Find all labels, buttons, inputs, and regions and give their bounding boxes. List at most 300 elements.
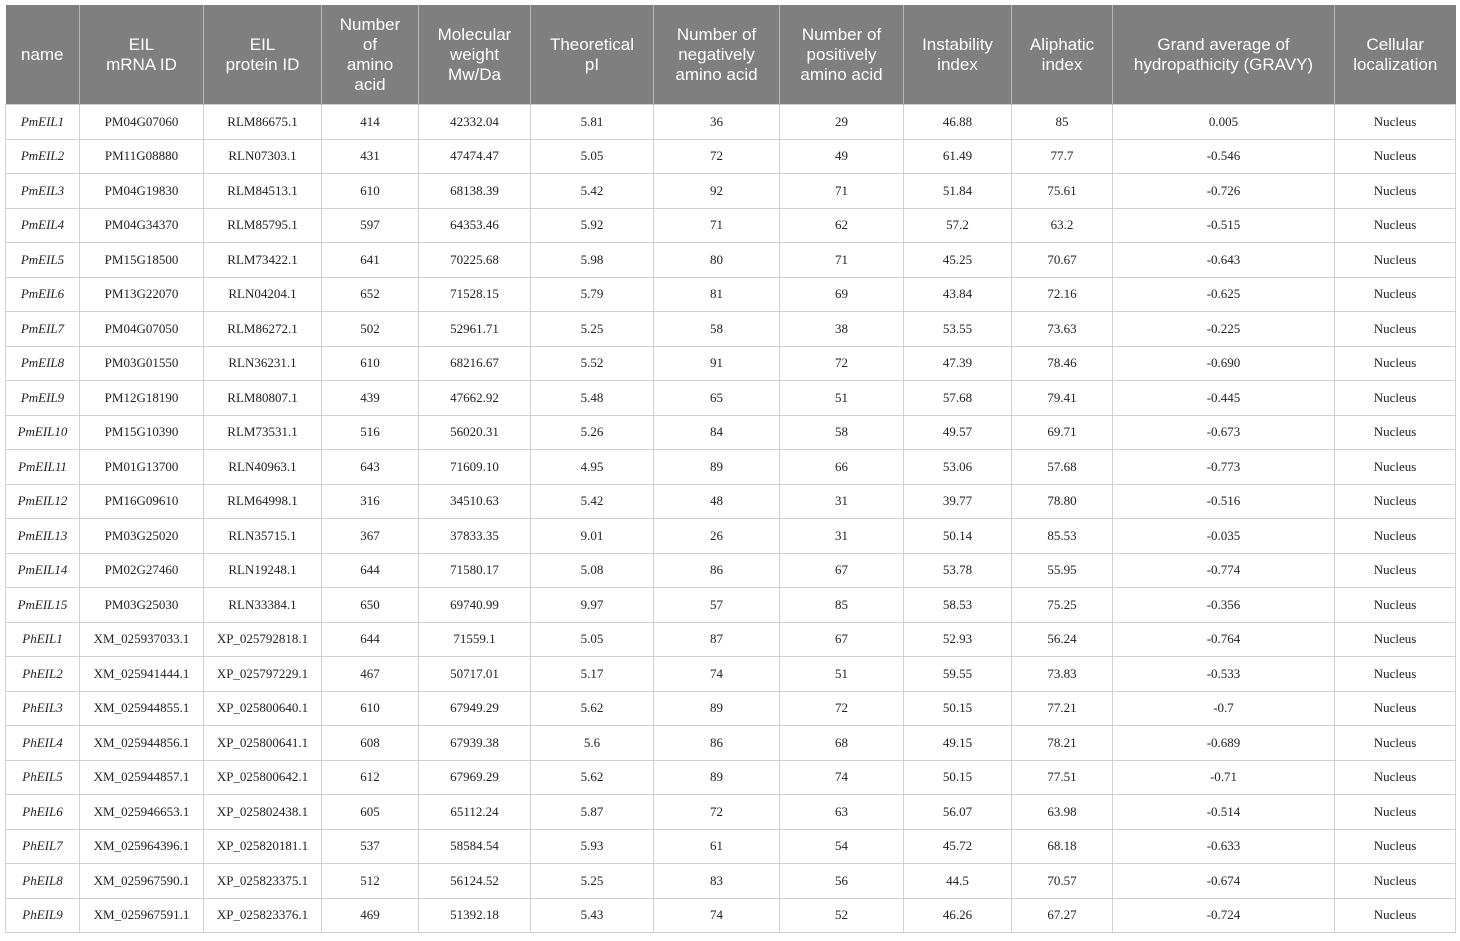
amino-acid-count-cell: 414 — [322, 105, 419, 140]
protein-id-cell: RLM80807.1 — [204, 381, 322, 416]
amino-acid-count-cell: 439 — [322, 381, 419, 416]
protein-id-cell: RLM64998.1 — [204, 484, 322, 519]
molecular-weight-cell: 56020.31 — [419, 415, 531, 450]
mrna-id-cell: PM15G18500 — [80, 243, 204, 278]
theoretical-pi-cell: 5.17 — [531, 657, 654, 692]
theoretical-pi-cell: 5.26 — [531, 415, 654, 450]
mrna-id-cell: XM_025967591.1 — [80, 898, 204, 933]
table-row — [6, 346, 1456, 381]
table-row — [6, 450, 1456, 485]
table-row — [6, 760, 1456, 795]
cellular-localization-cell: Nucleus — [1335, 139, 1456, 174]
mrna-id-cell: PM02G27460 — [80, 553, 204, 588]
name-cell: PmEIL1 — [6, 105, 80, 140]
molecular-weight-cell: 34510.63 — [419, 484, 531, 519]
aliphatic-index-cell: 85 — [1012, 105, 1113, 140]
theoretical-pi-cell: 5.81 — [531, 105, 654, 140]
negative-amino-acid-cell: 71 — [654, 208, 780, 243]
molecular-weight-cell: 47662.92 — [419, 381, 531, 416]
instability-index-cell: 50.15 — [904, 760, 1012, 795]
theoretical-pi-cell: 5.98 — [531, 243, 654, 278]
aliphatic-index-cell: 55.95 — [1012, 553, 1113, 588]
gravy-cell: -0.689 — [1113, 726, 1335, 761]
positive-amino-acid-cell: 66 — [780, 450, 904, 485]
amino-acid-count-cell: 597 — [322, 208, 419, 243]
gravy-cell: -0.225 — [1113, 312, 1335, 347]
header-instability-index: Instability index — [904, 5, 1012, 105]
table-row — [6, 312, 1456, 347]
header-positive-amino-acid: Number of positively amino acid — [780, 5, 904, 105]
table-row — [6, 381, 1456, 416]
protein-id-cell: RLN33384.1 — [204, 588, 322, 623]
molecular-weight-cell: 64353.46 — [419, 208, 531, 243]
header-cellular-localization: Cellular localization — [1335, 5, 1456, 105]
cellular-localization-cell: Nucleus — [1335, 174, 1456, 209]
positive-amino-acid-cell: 85 — [780, 588, 904, 623]
gravy-cell: 0.005 — [1113, 105, 1335, 140]
cellular-localization-cell: Nucleus — [1335, 553, 1456, 588]
theoretical-pi-cell: 4.95 — [531, 450, 654, 485]
protein-id-cell: XP_025800642.1 — [204, 760, 322, 795]
positive-amino-acid-cell: 72 — [780, 691, 904, 726]
molecular-weight-cell: 70225.68 — [419, 243, 531, 278]
name-cell: PmEIL4 — [6, 208, 80, 243]
instability-index-cell: 57.2 — [904, 208, 1012, 243]
mrna-id-cell: PM12G18190 — [80, 381, 204, 416]
mrna-id-cell: PM04G19830 — [80, 174, 204, 209]
table-row — [6, 484, 1456, 519]
table-row — [6, 243, 1456, 278]
theoretical-pi-cell: 5.87 — [531, 795, 654, 830]
mrna-id-cell: XM_025964396.1 — [80, 829, 204, 864]
cellular-localization-cell: Nucleus — [1335, 760, 1456, 795]
theoretical-pi-cell: 5.25 — [531, 312, 654, 347]
name-cell: PmEIL5 — [6, 243, 80, 278]
header-theoretical-pi: Theoretical pI — [531, 5, 654, 105]
molecular-weight-cell: 42332.04 — [419, 105, 531, 140]
gravy-cell: -0.515 — [1113, 208, 1335, 243]
aliphatic-index-cell: 56.24 — [1012, 622, 1113, 657]
theoretical-pi-cell: 5.92 — [531, 208, 654, 243]
theoretical-pi-cell: 5.05 — [531, 139, 654, 174]
table-row — [6, 864, 1456, 899]
table-row — [6, 415, 1456, 450]
amino-acid-count-cell: 367 — [322, 519, 419, 554]
gravy-cell: -0.726 — [1113, 174, 1335, 209]
positive-amino-acid-cell: 38 — [780, 312, 904, 347]
protein-id-cell: XP_025792818.1 — [204, 622, 322, 657]
aliphatic-index-cell: 67.27 — [1012, 898, 1113, 933]
gravy-cell: -0.633 — [1113, 829, 1335, 864]
positive-amino-acid-cell: 67 — [780, 553, 904, 588]
instability-index-cell: 50.14 — [904, 519, 1012, 554]
name-cell: PmEIL12 — [6, 484, 80, 519]
positive-amino-acid-cell: 63 — [780, 795, 904, 830]
instability-index-cell: 49.57 — [904, 415, 1012, 450]
negative-amino-acid-cell: 87 — [654, 622, 780, 657]
instability-index-cell: 58.53 — [904, 588, 1012, 623]
gravy-cell: -0.533 — [1113, 657, 1335, 692]
instability-index-cell: 56.07 — [904, 795, 1012, 830]
molecular-weight-cell: 68138.39 — [419, 174, 531, 209]
amino-acid-count-cell: 650 — [322, 588, 419, 623]
protein-id-cell: RLN40963.1 — [204, 450, 322, 485]
gravy-cell: -0.774 — [1113, 553, 1335, 588]
amino-acid-count-cell: 431 — [322, 139, 419, 174]
mrna-id-cell: PM16G09610 — [80, 484, 204, 519]
name-cell: PmEIL9 — [6, 381, 80, 416]
table-row — [6, 726, 1456, 761]
instability-index-cell: 39.77 — [904, 484, 1012, 519]
cellular-localization-cell: Nucleus — [1335, 691, 1456, 726]
negative-amino-acid-cell: 86 — [654, 553, 780, 588]
negative-amino-acid-cell: 48 — [654, 484, 780, 519]
amino-acid-count-cell: 612 — [322, 760, 419, 795]
molecular-weight-cell: 71559.1 — [419, 622, 531, 657]
theoretical-pi-cell: 5.42 — [531, 174, 654, 209]
header-protein-id: EIL protein ID — [204, 5, 322, 105]
amino-acid-count-cell: 644 — [322, 553, 419, 588]
cellular-localization-cell: Nucleus — [1335, 450, 1456, 485]
instability-index-cell: 50.15 — [904, 691, 1012, 726]
gravy-cell: -0.673 — [1113, 415, 1335, 450]
negative-amino-acid-cell: 26 — [654, 519, 780, 554]
negative-amino-acid-cell: 91 — [654, 346, 780, 381]
table-row — [6, 174, 1456, 209]
negative-amino-acid-cell: 72 — [654, 795, 780, 830]
instability-index-cell: 57.68 — [904, 381, 1012, 416]
mrna-id-cell: XM_025946653.1 — [80, 795, 204, 830]
name-cell: PhEIL1 — [6, 622, 80, 657]
theoretical-pi-cell: 5.43 — [531, 898, 654, 933]
molecular-weight-cell: 52961.71 — [419, 312, 531, 347]
eil-properties-table — [5, 5, 1456, 933]
molecular-weight-cell: 67949.29 — [419, 691, 531, 726]
theoretical-pi-cell: 5.42 — [531, 484, 654, 519]
cellular-localization-cell: Nucleus — [1335, 829, 1456, 864]
cellular-localization-cell: Nucleus — [1335, 795, 1456, 830]
header-negative-amino-acid: Number of negatively amino acid — [654, 5, 780, 105]
name-cell: PhEIL4 — [6, 726, 80, 761]
gravy-cell: -0.514 — [1113, 795, 1335, 830]
cellular-localization-cell: Nucleus — [1335, 277, 1456, 312]
instability-index-cell: 43.84 — [904, 277, 1012, 312]
positive-amino-acid-cell: 49 — [780, 139, 904, 174]
name-cell: PhEIL5 — [6, 760, 80, 795]
instability-index-cell: 53.55 — [904, 312, 1012, 347]
instability-index-cell: 53.78 — [904, 553, 1012, 588]
protein-id-cell: RLM84513.1 — [204, 174, 322, 209]
mrna-id-cell: PM03G25020 — [80, 519, 204, 554]
theoretical-pi-cell: 5.62 — [531, 760, 654, 795]
protein-id-cell: RLN07303.1 — [204, 139, 322, 174]
mrna-id-cell: XM_025941444.1 — [80, 657, 204, 692]
instability-index-cell: 51.84 — [904, 174, 1012, 209]
mrna-id-cell: XM_025937033.1 — [80, 622, 204, 657]
molecular-weight-cell: 51392.18 — [419, 898, 531, 933]
aliphatic-index-cell: 78.80 — [1012, 484, 1113, 519]
aliphatic-index-cell: 75.61 — [1012, 174, 1113, 209]
protein-id-cell: RLM73531.1 — [204, 415, 322, 450]
positive-amino-acid-cell: 72 — [780, 346, 904, 381]
cellular-localization-cell: Nucleus — [1335, 381, 1456, 416]
positive-amino-acid-cell: 31 — [780, 519, 904, 554]
mrna-id-cell: PM01G13700 — [80, 450, 204, 485]
cellular-localization-cell: Nucleus — [1335, 898, 1456, 933]
cellular-localization-cell: Nucleus — [1335, 588, 1456, 623]
positive-amino-acid-cell: 58 — [780, 415, 904, 450]
name-cell: PhEIL9 — [6, 898, 80, 933]
gravy-cell: -0.71 — [1113, 760, 1335, 795]
cellular-localization-cell: Nucleus — [1335, 312, 1456, 347]
gravy-cell: -0.764 — [1113, 622, 1335, 657]
instability-index-cell: 45.25 — [904, 243, 1012, 278]
gravy-cell: -0.724 — [1113, 898, 1335, 933]
name-cell: PhEIL8 — [6, 864, 80, 899]
positive-amino-acid-cell: 71 — [780, 243, 904, 278]
gravy-cell: -0.356 — [1113, 588, 1335, 623]
name-cell: PmEIL3 — [6, 174, 80, 209]
molecular-weight-cell: 71580.17 — [419, 553, 531, 588]
protein-id-cell: XP_025800641.1 — [204, 726, 322, 761]
mrna-id-cell: XM_025967590.1 — [80, 864, 204, 899]
amino-acid-count-cell: 652 — [322, 277, 419, 312]
instability-index-cell: 46.88 — [904, 105, 1012, 140]
header-gravy: Grand average of hydropathicity (GRAVY) — [1113, 5, 1335, 105]
theoretical-pi-cell: 5.48 — [531, 381, 654, 416]
molecular-weight-cell: 67969.29 — [419, 760, 531, 795]
table-row — [6, 829, 1456, 864]
aliphatic-index-cell: 75.25 — [1012, 588, 1113, 623]
molecular-weight-cell: 56124.52 — [419, 864, 531, 899]
theoretical-pi-cell: 5.25 — [531, 864, 654, 899]
negative-amino-acid-cell: 86 — [654, 726, 780, 761]
amino-acid-count-cell: 316 — [322, 484, 419, 519]
positive-amino-acid-cell: 68 — [780, 726, 904, 761]
molecular-weight-cell: 58584.54 — [419, 829, 531, 864]
header-mrna-id: EIL mRNA ID — [80, 5, 204, 105]
instability-index-cell: 45.72 — [904, 829, 1012, 864]
mrna-id-cell: PM15G10390 — [80, 415, 204, 450]
aliphatic-index-cell: 69.71 — [1012, 415, 1113, 450]
name-cell: PmEIL15 — [6, 588, 80, 623]
table-row — [6, 139, 1456, 174]
gravy-cell: -0.546 — [1113, 139, 1335, 174]
positive-amino-acid-cell: 54 — [780, 829, 904, 864]
negative-amino-acid-cell: 57 — [654, 588, 780, 623]
name-cell: PmEIL7 — [6, 312, 80, 347]
aliphatic-index-cell: 77.7 — [1012, 139, 1113, 174]
molecular-weight-cell: 47474.47 — [419, 139, 531, 174]
instability-index-cell: 49.15 — [904, 726, 1012, 761]
table-row — [6, 588, 1456, 623]
aliphatic-index-cell: 73.63 — [1012, 312, 1113, 347]
name-cell: PmEIL10 — [6, 415, 80, 450]
aliphatic-index-cell: 68.18 — [1012, 829, 1113, 864]
positive-amino-acid-cell: 62 — [780, 208, 904, 243]
mrna-id-cell: PM04G34370 — [80, 208, 204, 243]
name-cell: PhEIL6 — [6, 795, 80, 830]
amino-acid-count-cell: 512 — [322, 864, 419, 899]
molecular-weight-cell: 50717.01 — [419, 657, 531, 692]
aliphatic-index-cell: 72.16 — [1012, 277, 1113, 312]
amino-acid-count-cell: 644 — [322, 622, 419, 657]
name-cell: PmEIL11 — [6, 450, 80, 485]
negative-amino-acid-cell: 89 — [654, 450, 780, 485]
protein-id-cell: XP_025820181.1 — [204, 829, 322, 864]
amino-acid-count-cell: 516 — [322, 415, 419, 450]
table-row — [6, 691, 1456, 726]
amino-acid-count-cell: 610 — [322, 174, 419, 209]
header-aliphatic-index: Aliphatic index — [1012, 5, 1113, 105]
table-row — [6, 519, 1456, 554]
protein-id-cell: RLM86675.1 — [204, 105, 322, 140]
mrna-id-cell: PM03G25030 — [80, 588, 204, 623]
negative-amino-acid-cell: 74 — [654, 657, 780, 692]
negative-amino-acid-cell: 83 — [654, 864, 780, 899]
positive-amino-acid-cell: 31 — [780, 484, 904, 519]
amino-acid-count-cell: 610 — [322, 691, 419, 726]
mrna-id-cell: XM_025944857.1 — [80, 760, 204, 795]
name-cell: PmEIL6 — [6, 277, 80, 312]
protein-id-cell: RLM85795.1 — [204, 208, 322, 243]
molecular-weight-cell: 69740.99 — [419, 588, 531, 623]
aliphatic-index-cell: 70.57 — [1012, 864, 1113, 899]
instability-index-cell: 47.39 — [904, 346, 1012, 381]
negative-amino-acid-cell: 72 — [654, 139, 780, 174]
theoretical-pi-cell: 5.05 — [531, 622, 654, 657]
mrna-id-cell: PM11G08880 — [80, 139, 204, 174]
amino-acid-count-cell: 608 — [322, 726, 419, 761]
cellular-localization-cell: Nucleus — [1335, 105, 1456, 140]
theoretical-pi-cell: 9.97 — [531, 588, 654, 623]
theoretical-pi-cell: 5.93 — [531, 829, 654, 864]
aliphatic-index-cell: 63.98 — [1012, 795, 1113, 830]
aliphatic-index-cell: 73.83 — [1012, 657, 1113, 692]
protein-id-cell: RLM73422.1 — [204, 243, 322, 278]
molecular-weight-cell: 68216.67 — [419, 346, 531, 381]
name-cell: PhEIL2 — [6, 657, 80, 692]
header-molecular-weight: Molecular weight Mw/Da — [419, 5, 531, 105]
gravy-cell: -0.516 — [1113, 484, 1335, 519]
molecular-weight-cell: 67939.38 — [419, 726, 531, 761]
name-cell: PmEIL2 — [6, 139, 80, 174]
gravy-cell: -0.773 — [1113, 450, 1335, 485]
table-row — [6, 622, 1456, 657]
protein-id-cell: XP_025797229.1 — [204, 657, 322, 692]
cellular-localization-cell: Nucleus — [1335, 726, 1456, 761]
amino-acid-count-cell: 469 — [322, 898, 419, 933]
mrna-id-cell: PM03G01550 — [80, 346, 204, 381]
amino-acid-count-cell: 467 — [322, 657, 419, 692]
negative-amino-acid-cell: 89 — [654, 760, 780, 795]
negative-amino-acid-cell: 61 — [654, 829, 780, 864]
negative-amino-acid-cell: 80 — [654, 243, 780, 278]
theoretical-pi-cell: 5.52 — [531, 346, 654, 381]
gravy-cell: -0.625 — [1113, 277, 1335, 312]
protein-id-cell: XP_025802438.1 — [204, 795, 322, 830]
cellular-localization-cell: Nucleus — [1335, 415, 1456, 450]
mrna-id-cell: PM13G22070 — [80, 277, 204, 312]
gravy-cell: -0.643 — [1113, 243, 1335, 278]
mrna-id-cell: PM04G07060 — [80, 105, 204, 140]
negative-amino-acid-cell: 89 — [654, 691, 780, 726]
molecular-weight-cell: 37833.35 — [419, 519, 531, 554]
theoretical-pi-cell: 5.6 — [531, 726, 654, 761]
aliphatic-index-cell: 78.46 — [1012, 346, 1113, 381]
negative-amino-acid-cell: 84 — [654, 415, 780, 450]
instability-index-cell: 44.5 — [904, 864, 1012, 899]
name-cell: PhEIL7 — [6, 829, 80, 864]
header-row — [6, 5, 1456, 105]
positive-amino-acid-cell: 51 — [780, 657, 904, 692]
amino-acid-count-cell: 643 — [322, 450, 419, 485]
table-body — [6, 105, 1456, 933]
gravy-cell: -0.035 — [1113, 519, 1335, 554]
negative-amino-acid-cell: 36 — [654, 105, 780, 140]
gravy-cell: -0.690 — [1113, 346, 1335, 381]
aliphatic-index-cell: 78.21 — [1012, 726, 1113, 761]
name-cell: PmEIL13 — [6, 519, 80, 554]
positive-amino-acid-cell: 51 — [780, 381, 904, 416]
table-row — [6, 277, 1456, 312]
table-row — [6, 795, 1456, 830]
aliphatic-index-cell: 63.2 — [1012, 208, 1113, 243]
molecular-weight-cell: 65112.24 — [419, 795, 531, 830]
amino-acid-count-cell: 641 — [322, 243, 419, 278]
table-row — [6, 105, 1456, 140]
aliphatic-index-cell: 77.51 — [1012, 760, 1113, 795]
aliphatic-index-cell: 70.67 — [1012, 243, 1113, 278]
theoretical-pi-cell: 9.01 — [531, 519, 654, 554]
amino-acid-count-cell: 502 — [322, 312, 419, 347]
cellular-localization-cell: Nucleus — [1335, 657, 1456, 692]
positive-amino-acid-cell: 29 — [780, 105, 904, 140]
positive-amino-acid-cell: 67 — [780, 622, 904, 657]
protein-id-cell: RLM86272.1 — [204, 312, 322, 347]
protein-id-cell: RLN35715.1 — [204, 519, 322, 554]
instability-index-cell: 46.26 — [904, 898, 1012, 933]
aliphatic-index-cell: 57.68 — [1012, 450, 1113, 485]
molecular-weight-cell: 71609.10 — [419, 450, 531, 485]
positive-amino-acid-cell: 52 — [780, 898, 904, 933]
cellular-localization-cell: Nucleus — [1335, 864, 1456, 899]
positive-amino-acid-cell: 56 — [780, 864, 904, 899]
amino-acid-count-cell: 610 — [322, 346, 419, 381]
aliphatic-index-cell: 79.41 — [1012, 381, 1113, 416]
table-row — [6, 208, 1456, 243]
table-row — [6, 553, 1456, 588]
mrna-id-cell: XM_025944856.1 — [80, 726, 204, 761]
protein-id-cell: XP_025823375.1 — [204, 864, 322, 899]
header-amino-acid-count: Number of amino acid — [322, 5, 419, 105]
table-row — [6, 657, 1456, 692]
cellular-localization-cell: Nucleus — [1335, 519, 1456, 554]
gravy-cell: -0.7 — [1113, 691, 1335, 726]
negative-amino-acid-cell: 58 — [654, 312, 780, 347]
cellular-localization-cell: Nucleus — [1335, 243, 1456, 278]
protein-id-cell: RLN36231.1 — [204, 346, 322, 381]
positive-amino-acid-cell: 69 — [780, 277, 904, 312]
negative-amino-acid-cell: 65 — [654, 381, 780, 416]
mrna-id-cell: PM04G07050 — [80, 312, 204, 347]
instability-index-cell: 52.93 — [904, 622, 1012, 657]
theoretical-pi-cell: 5.62 — [531, 691, 654, 726]
gravy-cell: -0.674 — [1113, 864, 1335, 899]
amino-acid-count-cell: 605 — [322, 795, 419, 830]
aliphatic-index-cell: 85.53 — [1012, 519, 1113, 554]
theoretical-pi-cell: 5.79 — [531, 277, 654, 312]
